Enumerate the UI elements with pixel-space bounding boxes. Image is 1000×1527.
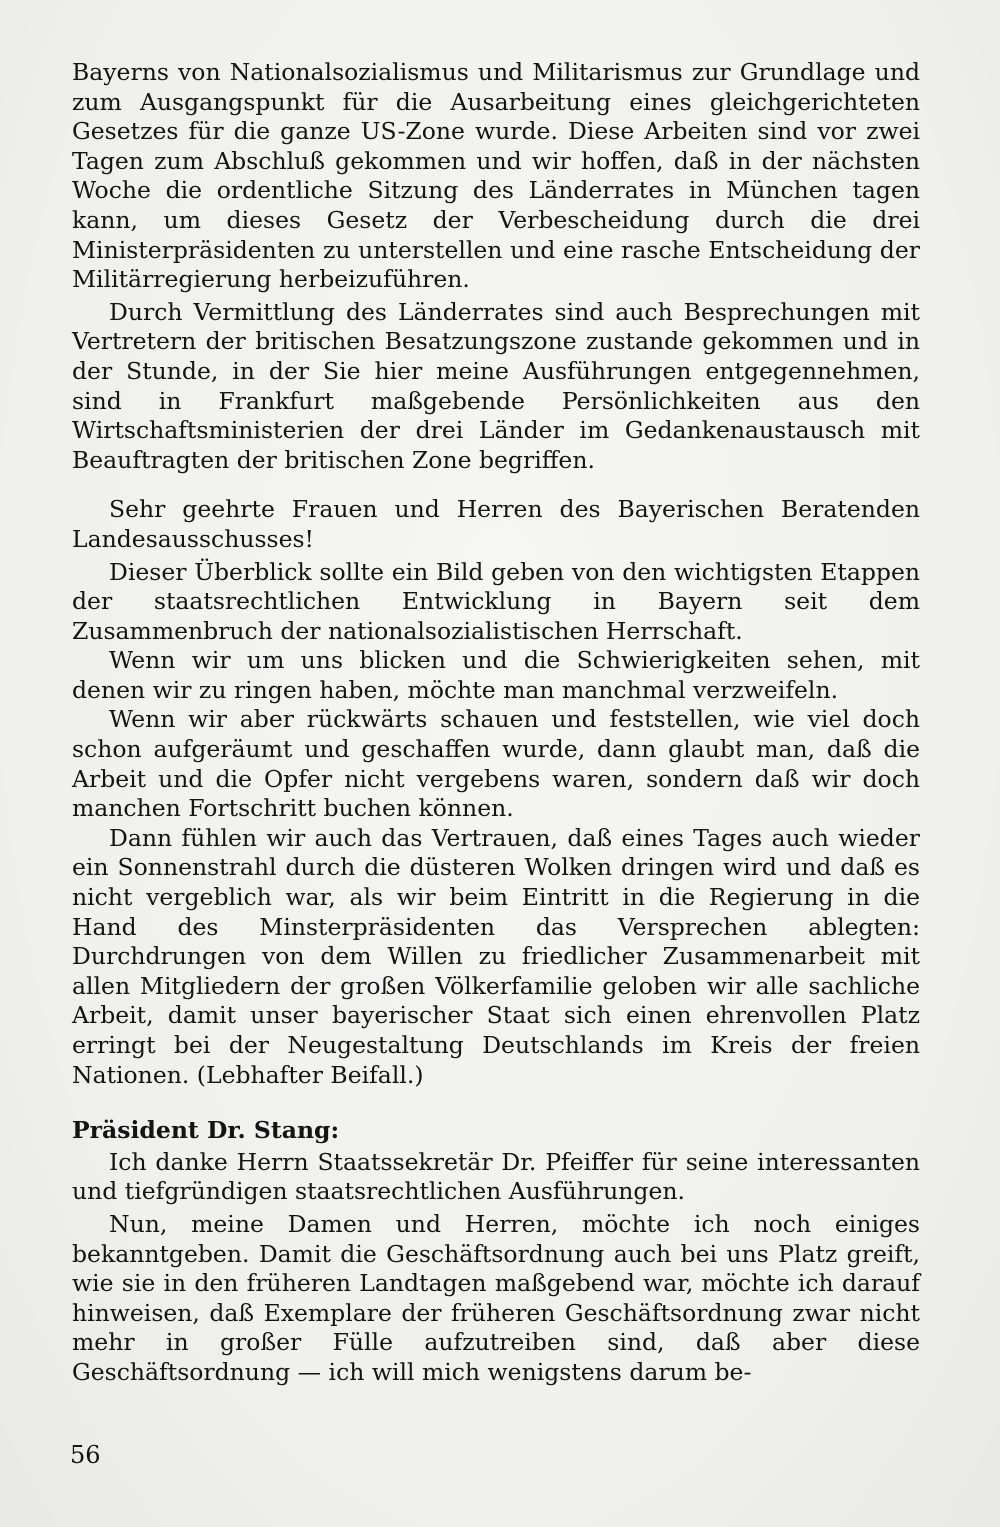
- paragraph: Bayerns von Nationalsozialismus und Militarismus zur Grundlage und zum Ausgangspunkt für die Ausarbeitung eines gleichgerichteten Gesetzes für die ganze US-Zone wurde. Diese Arbeiten sind vor zwei Tagen zum Abschluß gekommen und wir hoffen, daß in der nächsten Woche die ordentliche Sitzung des Länderrates in München tagen kann, um dieses Gesetz der Verbescheidung durch die drei Ministerpräsidenten zu unterstellen und eine rasche Entscheidung der Militärregierung herbeizuführen.: [72, 58, 920, 294]
- paragraph: Durch Vermittlung des Länderrates sind auch Besprechungen mit Vertretern der britischen Besatzungszone zustande gekommen und in der Stunde, in der Sie hier meine Ausführungen entgegennehmen, sind in Frankfurt maßgebende Persönlichkeiten aus den Wirtschaftsministerien der drei Länder im Gedankenaustausch mit Beauftragten der britischen Zone begriffen.: [72, 297, 920, 474]
- speaker-heading: Präsident Dr. Stang:: [72, 1116, 340, 1145]
- speaker-paragraph: Nun, meine Damen und Herren, möchte ich noch einiges bekanntgeben. Damit die Geschäftsordnung auch bei uns Platz greift, wie sie in den früheren Landtagen maßgebend war, möchte ich darauf hinweisen, daß Exemplare der früheren Geschäftsordnung zwar nicht mehr in großer Fülle aufzutreiben sind, daß aber diese Geschäftsordnung — ich will mich wenigstens darum be-: [72, 1209, 920, 1386]
- paragraph: Wenn wir aber rückwärts schauen und feststellen, wie viel doch schon aufgeräumt und geschaffen wurde, dann glaubt man, daß die Arbeit und die Opfer nicht vergebens waren, sondern daß wir doch manchen Fortschritt buchen können.: [72, 705, 920, 823]
- body-text: [72, 58, 920, 1388]
- salutation-paragraph: Sehr geehrte Frauen und Herren des Bayerischen Beratenden Landesausschusses!: [72, 495, 920, 553]
- paragraph: Dieser Überblick sollte ein Bild geben von den wichtigsten Etappen der staatsrechtlichen Entwicklung in Bayern seit dem Zusammenbruch der nationalsozialistischen Herrschaft.: [72, 557, 920, 645]
- paragraph: Dann fühlen wir auch das Vertrauen, daß eines Tages auch wieder ein Sonnenstrahl durch die düsteren Wolken dringen wird und daß es nicht vergeblich war, als wir beim Eintritt in die Regierung in die Hand des Minsterpräsidenten das Versprechen ablegten: Durchdrungen von dem Willen zu friedlicher Zusammenarbeit mit allen Mitgliedern der großen Völkerfamilie geloben wir alle sachliche Arbeit, damit unser bayerischer Staat sich einen ehrenvollen Platz erringt bei der Neugestaltung Deutschlands im Kreis der freien Nationen. (Lebhafter Beifall.): [72, 823, 920, 1089]
- paragraph: Wenn wir um uns blicken und die Schwierigkeiten sehen, mit denen wir zu ringen haben, möchte man manchmal verzweifeln.: [72, 646, 920, 704]
- page-number: 56: [70, 1441, 101, 1469]
- speaker-paragraph: Ich danke Herrn Staatssekretär Dr. Pfeiffer für seine interessanten und tiefgründigen staatsrechtlichen Ausführungen.: [72, 1147, 920, 1206]
